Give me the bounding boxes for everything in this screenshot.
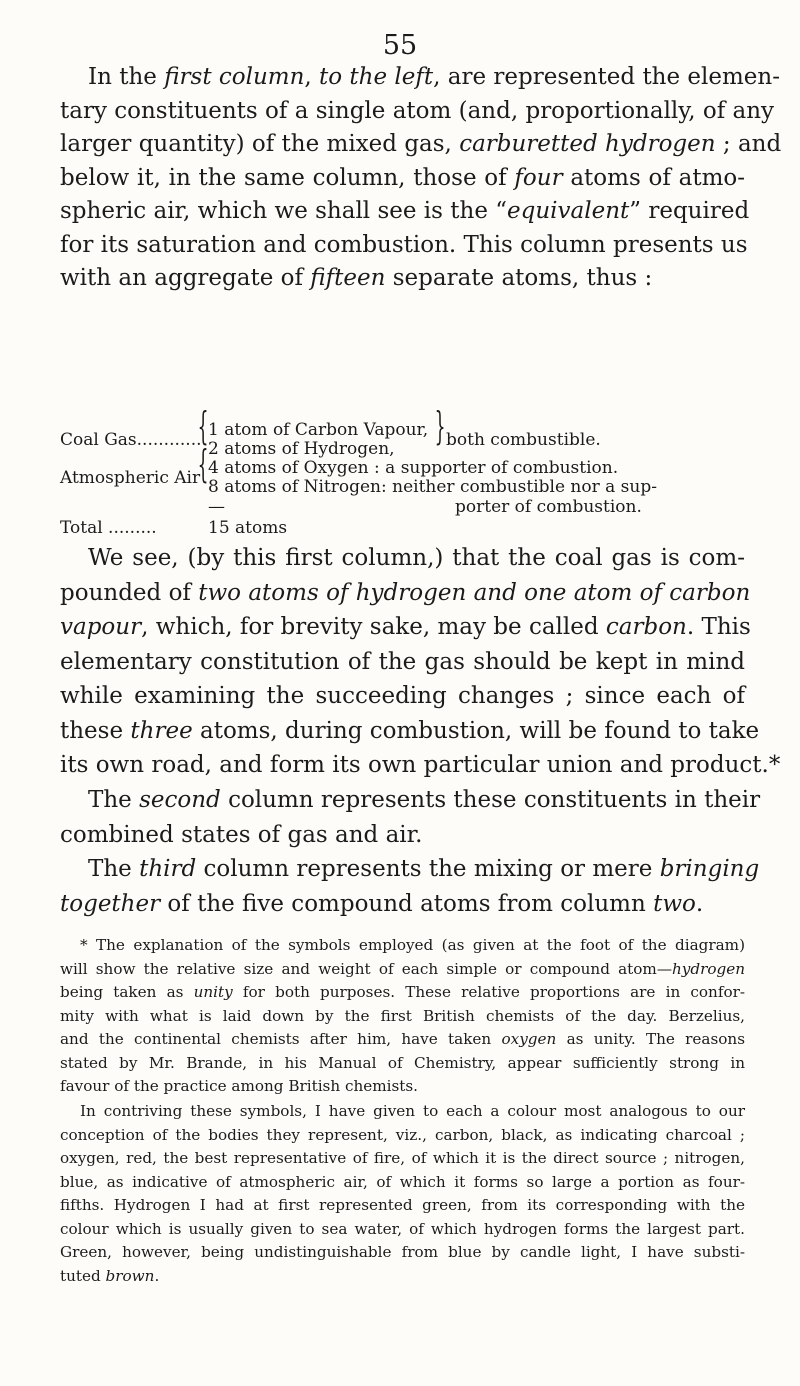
air-line-1: 4 atoms of Oxygen : a supporter of combustion. xyxy=(208,458,619,478)
text-run: separate atoms, thus : xyxy=(385,265,653,291)
text-run: , xyxy=(304,64,320,90)
text-run: pounded of xyxy=(60,579,199,606)
text-run: . xyxy=(154,1266,160,1285)
italic-text: three xyxy=(130,717,193,744)
text-run: column represents the mixing or mere xyxy=(196,856,660,882)
text-line xyxy=(60,887,745,922)
footnote-colours xyxy=(60,1100,745,1288)
text-line xyxy=(60,1052,745,1076)
total-label: Total ......... xyxy=(60,518,157,538)
text-line xyxy=(60,1124,745,1148)
text-run: Green, however, being undistinguishable from blue by candle light, I have substi- xyxy=(60,1243,745,1261)
text-line xyxy=(60,714,760,749)
text-line xyxy=(60,1028,745,1052)
text-line xyxy=(60,1194,745,1218)
page-number: 55 xyxy=(382,30,418,61)
text-run: We see, (by this first column,) that the coal gas is com- xyxy=(88,545,745,571)
text-run: with an aggregate of xyxy=(60,265,311,291)
italic-text: carbon xyxy=(605,614,687,640)
text-line xyxy=(60,1005,745,1029)
italic-text: first column xyxy=(164,64,305,90)
total-value: 15 atoms xyxy=(208,518,288,538)
text-run: The xyxy=(88,787,140,813)
text-run: * The explanation of the symbols employed (as given at the foot of the diagram) xyxy=(80,936,745,954)
text-run: atoms of atmo- xyxy=(562,164,746,191)
text-line xyxy=(60,541,745,576)
text-line xyxy=(60,95,775,129)
coal-gas-brace-left: { xyxy=(197,404,209,448)
text-run: being taken as xyxy=(60,983,194,1001)
coal-gas-brace-right: } xyxy=(434,404,446,448)
text-run: In contriving these symbols, I have given to each a colour most analogous to our xyxy=(80,1102,745,1120)
text-run: . xyxy=(695,890,704,917)
text-line xyxy=(60,852,760,887)
text-run: , are represented the elemen- xyxy=(433,64,781,90)
paragraph-coal-gas xyxy=(60,541,781,783)
paragraph-second-column xyxy=(60,783,761,852)
italic-text: hydrogen xyxy=(672,959,745,978)
text-line xyxy=(60,981,745,1005)
text-run: favour of the practice among British chemists. xyxy=(60,1077,419,1095)
italic-text: four xyxy=(514,164,563,191)
text-run: ; and xyxy=(715,131,782,157)
text-run: conception of the bodies they represent, viz., carbon, black, as indicating charcoal ; xyxy=(60,1125,745,1144)
text-line xyxy=(60,1218,745,1242)
text-run: of the five compound atoms from column xyxy=(160,890,654,917)
text-line xyxy=(60,1265,745,1289)
text-line xyxy=(60,195,750,229)
text-line xyxy=(60,1241,745,1265)
paragraph-intro xyxy=(60,61,782,296)
italic-text: carburetted hydrogen xyxy=(459,131,716,157)
text-line xyxy=(60,679,745,714)
text-run: tary constituents of a single atom (and, proportionally, of any xyxy=(60,97,775,124)
text-run: as unity. The reasons xyxy=(556,1030,745,1048)
text-line xyxy=(60,934,745,958)
air-line-2: 8 atoms of Nitrogen: neither combustible nor a sup- xyxy=(208,477,657,497)
text-run: tuted xyxy=(60,1266,106,1285)
italic-text: brown xyxy=(105,1266,155,1285)
text-run: for both purposes. These relative proportions are in confor- xyxy=(232,983,745,1001)
text-line xyxy=(60,262,745,296)
text-line xyxy=(60,958,745,982)
text-line xyxy=(60,1100,745,1124)
text-run: , which, for brevity sake, may be called xyxy=(141,614,606,640)
text-run: combined states of gas and air. xyxy=(60,821,423,848)
text-line xyxy=(60,783,761,818)
text-run: these xyxy=(60,717,131,744)
italic-text: vapour xyxy=(60,614,142,640)
text-line xyxy=(60,1147,745,1171)
text-line xyxy=(60,818,745,853)
italic-text: bringing xyxy=(659,856,760,882)
text-run: blue, as indicative of atmospheric air, of which it forms so large a portion as four- xyxy=(60,1172,745,1191)
coal-gas-line-2: 2 atoms of Hydrogen, xyxy=(208,439,395,459)
italic-text: fifteen xyxy=(310,265,386,291)
italic-text: to the left xyxy=(319,64,434,90)
italic-text: oxygen xyxy=(501,1030,557,1048)
text-line xyxy=(60,229,748,263)
italic-text: unity xyxy=(193,983,233,1001)
text-run: oxygen, red, the best representative of fire, of which it is the direct source ; nitrogen, xyxy=(60,1149,745,1167)
text-line xyxy=(60,1171,745,1195)
text-run: stated by Mr. Brande, in his Manual of Chemistry, appear sufficiently strong in xyxy=(60,1053,745,1072)
text-run: colour which is usually given to sea water, of which hydrogen forms the largest part. xyxy=(60,1219,745,1238)
air-dash: — xyxy=(208,497,225,517)
text-run: . This xyxy=(686,614,751,640)
atmospheric-air-label: Atmospheric Air xyxy=(60,468,201,488)
air-line-3: porter of combustion. xyxy=(455,497,642,517)
footnote-symbols xyxy=(60,934,745,1099)
coal-gas-line-1: 1 atom of Carbon Vapour, xyxy=(208,420,429,440)
text-run: fifths. Hydrogen I had at first represented green, from its corresponding with the xyxy=(60,1196,745,1214)
italic-text: third xyxy=(139,856,197,882)
italic-text: two atoms of hydrogen and one atom of carbon xyxy=(198,579,751,606)
text-run: atoms, during combustion, will be found to take xyxy=(192,717,760,744)
text-run: its own road, and form its own particular union and product.* xyxy=(60,752,781,778)
italic-text: second xyxy=(139,787,221,813)
text-run: while examining the succeeding changes ; since each of xyxy=(60,683,745,709)
text-run: column represents these constituents in their xyxy=(220,787,761,813)
text-run: The xyxy=(88,856,140,882)
text-run: and the continental chemists after him, have taken xyxy=(60,1030,502,1048)
paragraph-third-column xyxy=(60,852,760,921)
text-line xyxy=(60,610,751,645)
text-line xyxy=(60,576,751,611)
text-line xyxy=(60,1075,745,1099)
text-run: In the xyxy=(88,64,165,90)
text-run: below it, in the same column, those of xyxy=(60,164,515,191)
text-run: larger quantity) of the mixed gas, xyxy=(60,131,460,157)
italic-text: equivalent xyxy=(507,198,630,224)
air-brace-left: { xyxy=(197,442,209,486)
text-run: mity with what is laid down by the first British chemists of the day. Berzelius, xyxy=(60,1006,745,1025)
coal-gas-label: Coal Gas............ xyxy=(60,430,202,450)
text-run: spheric air, which we shall see is the “ xyxy=(60,198,508,224)
text-line xyxy=(60,645,745,680)
text-line xyxy=(60,748,781,783)
italic-text: two xyxy=(653,890,696,917)
text-line xyxy=(60,162,745,196)
text-run: will show the relative size and weight of each simple or compound atom— xyxy=(60,959,673,978)
text-line xyxy=(60,61,781,95)
text-run: ” required xyxy=(629,198,750,224)
text-run: for its saturation and combustion. This column presents us xyxy=(60,231,748,258)
text-line xyxy=(60,128,782,162)
italic-text: together xyxy=(60,890,161,917)
coal-gas-note: both combustible. xyxy=(446,430,601,450)
text-run: elementary constitution of the gas should be kept in mind xyxy=(60,648,745,675)
